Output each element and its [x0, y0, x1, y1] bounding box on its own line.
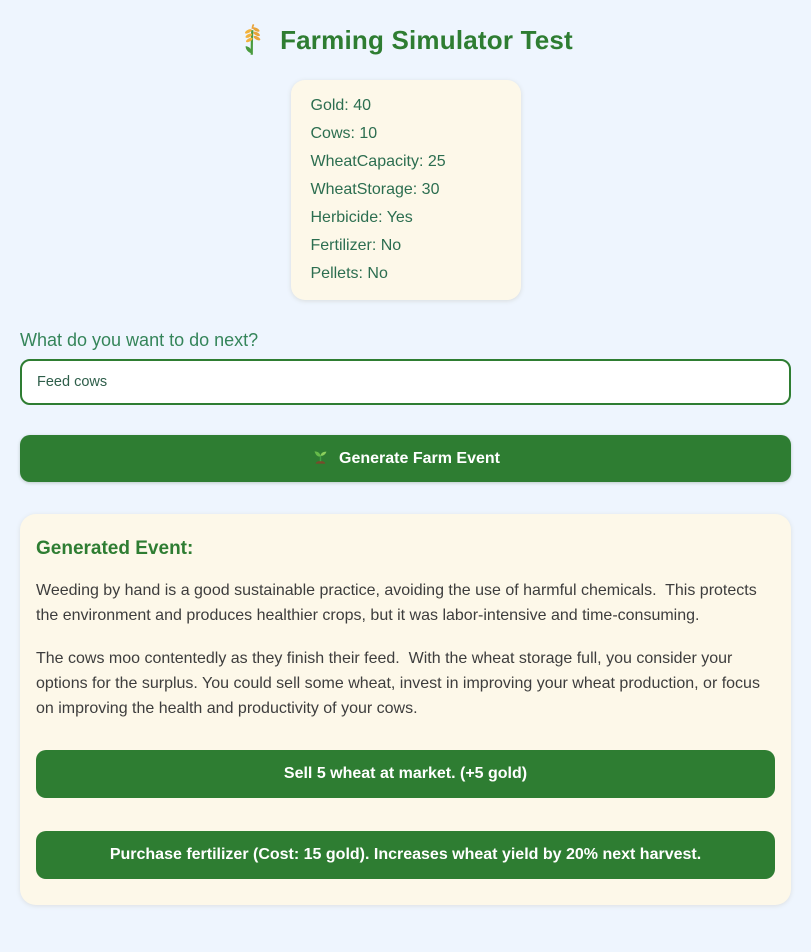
- stats-card: [291, 80, 521, 300]
- header: [20, 0, 791, 58]
- stat-line-gold: Gold: 40: [310, 97, 371, 114]
- option-purchase-fertilizer-button[interactable]: Purchase fertilizer (Cost: 15 gold). Increases wheat yield by 20% next harvest.: [36, 831, 775, 879]
- generate-button-label: Generate Farm Event: [339, 449, 500, 467]
- option-sell-wheat-button[interactable]: Sell 5 wheat at market. (+5 gold): [36, 750, 775, 798]
- event-paragraph-weeding: Weeding by hand is a good sustainable practice, avoiding the use of harmful chemicals. This protects the environment and produces healthier crops, but it was labor-intensive and time-consuming.: [36, 582, 762, 624]
- wheat-icon: [238, 24, 268, 56]
- stat-line-cows: Cows: 10: [310, 125, 378, 142]
- stat-line-wheat-capacity: WheatCapacity: 25: [310, 153, 446, 170]
- generated-event-heading: Generated Event:: [36, 538, 194, 559]
- event-paragraph-cows: The cows moo contentedly as they finish their feed. With the wheat storage full, you consider your options for the surplus. You could sell some wheat, invest in improving your wheat production, or focus on improving the health and productivity of your cows.: [36, 650, 765, 717]
- prompt-label: What do you want to do next?: [20, 330, 259, 350]
- stat-line-fertilizer: Fertilizer: No: [310, 237, 402, 254]
- stat-line-pellets: Pellets: No: [310, 265, 388, 282]
- stat-line-herbicide: Herbicide: Yes: [310, 209, 413, 226]
- page-title: Farming Simulator Test: [280, 24, 573, 55]
- generate-farm-event-button[interactable]: [20, 435, 791, 482]
- generated-event-panel: [20, 514, 791, 905]
- seedling-icon: [311, 447, 330, 471]
- action-input[interactable]: [20, 359, 791, 405]
- stat-line-wheat-storage: WheatStorage: 30: [310, 181, 440, 198]
